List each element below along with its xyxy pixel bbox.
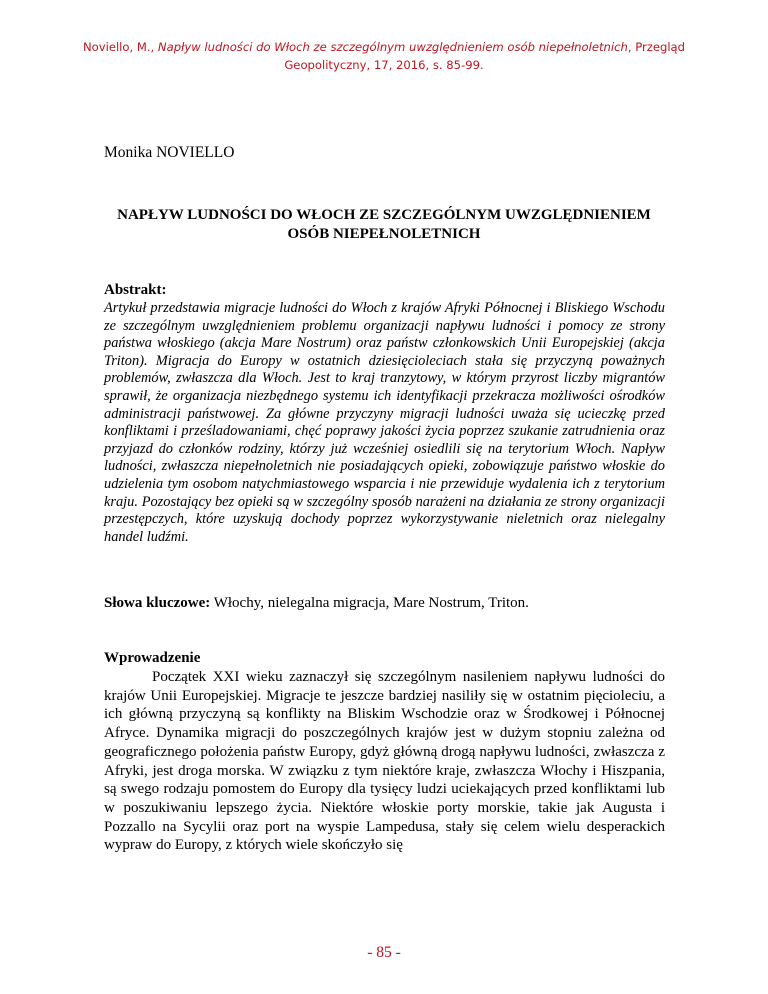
citation-source: , Przegląd Geopolityczny, 17, 2016, s. 85-99. — [284, 40, 686, 72]
keywords-text: Włochy, nielegalna migracja, Mare Nostrum, Triton. — [210, 595, 529, 611]
keywords — [104, 595, 665, 612]
author-name: Monika NOVIELLO — [104, 144, 235, 161]
citation-title: Napływ ludności do Włoch ze szczególnym uwzględnieniem osób niepełnoletnich — [157, 40, 628, 54]
intro-paragraph: Początek XXI wieku zaznaczył się szczególnym nasileniem napływu ludności do krajów Unii Europejskiej. Migracje te jeszcze bardziej nasiliły się w ostatnim pięcioleciu, a ich główną przyczyną są konflikty na Bliskim Wschodzie oraz w Środkowej i Północnej Afryce. Dynamika migracji do poszczególnych krajów jest w dużym stopniu zależna od geograficznego położenia państw Europy, gdyż główną drogą napływu ludności, zwłaszcza z Afryki, jest droga morska. W związku z tym niektóre kraje, zwłaszcza Włochy i Hiszpania, są swego rodzaju pomostem do Europy dla tysięcy ludzi uciekających przed konfliktami lub w poszukiwaniu lepszego życia. Niektóre włoskie porty morskie, takie jak Augusta i Pozzallo na Sycylii oraz port na wyspie Lampedusa, stały się celem wielu desperackich wypraw do Europy, z których wiele skończyło się — [104, 669, 665, 854]
section-heading: Wprowadzenie — [104, 650, 201, 666]
citation-header — [80, 38, 688, 74]
page-number: - 85 - — [367, 944, 401, 961]
abstract-text: Artykuł przedstawia migracje ludności do Włoch z krajów Afryki Północnej i Bliskiego Wschodu ze szczególnym uwzględnieniem problemu organizacji napływu ludności i pomocy ze strony państwa włoskiego (akcja Mare Nostrum) oraz państw członkowskich Unii Europejskiej (akcja Triton). Migracja do Europy w ostatnich dziesięcioleciach stała się przyczyną poważnych problemów, zwłaszcza dla Włoch. Jest to kraj tranzytowy, w którym przyrost liczby migrantów sprawił, że organizacja niezbędnego systemu ich identyfikacji przekracza możliwości ośrodków administracji państwowej. Za główne przyczyny migracji ludności uważa się ucieczkę przed konfliktami i prześladowaniami, chęć poprawy jakości życia poprzez szukanie zatrudnienia oraz przyjazd do członków rodziny, którzy już wcześniej osiedlili się na terytorium Włoch. Napływ ludności, zwłaszcza niepełnoletnich nie posiadających opieki, zobowiązuje państwo włoskie do udzielenia tym osobom natychmiastowego wsparcia i nie przewiduje wydalenia ich z terytorium kraju. Pozostający bez opieki są w szczególny sposób narażeni na działania ze strony organizacji przestępczych, które uzyskują dochody poprzez wykorzystywanie nieletnich oraz nielegalny handel ludźmi. — [104, 300, 665, 545]
article-title: NAPŁYW LUDNOŚCI DO WŁOCH ZE SZCZEGÓLNYM UWZGLĘDNIENIEM OSÓB NIEPEŁNOLETNICH — [117, 207, 651, 242]
citation-authors: Noviello, M., — [82, 40, 158, 54]
abstract-label: Abstrakt: — [104, 282, 167, 298]
keywords-label: Słowa kluczowe: — [104, 595, 211, 611]
